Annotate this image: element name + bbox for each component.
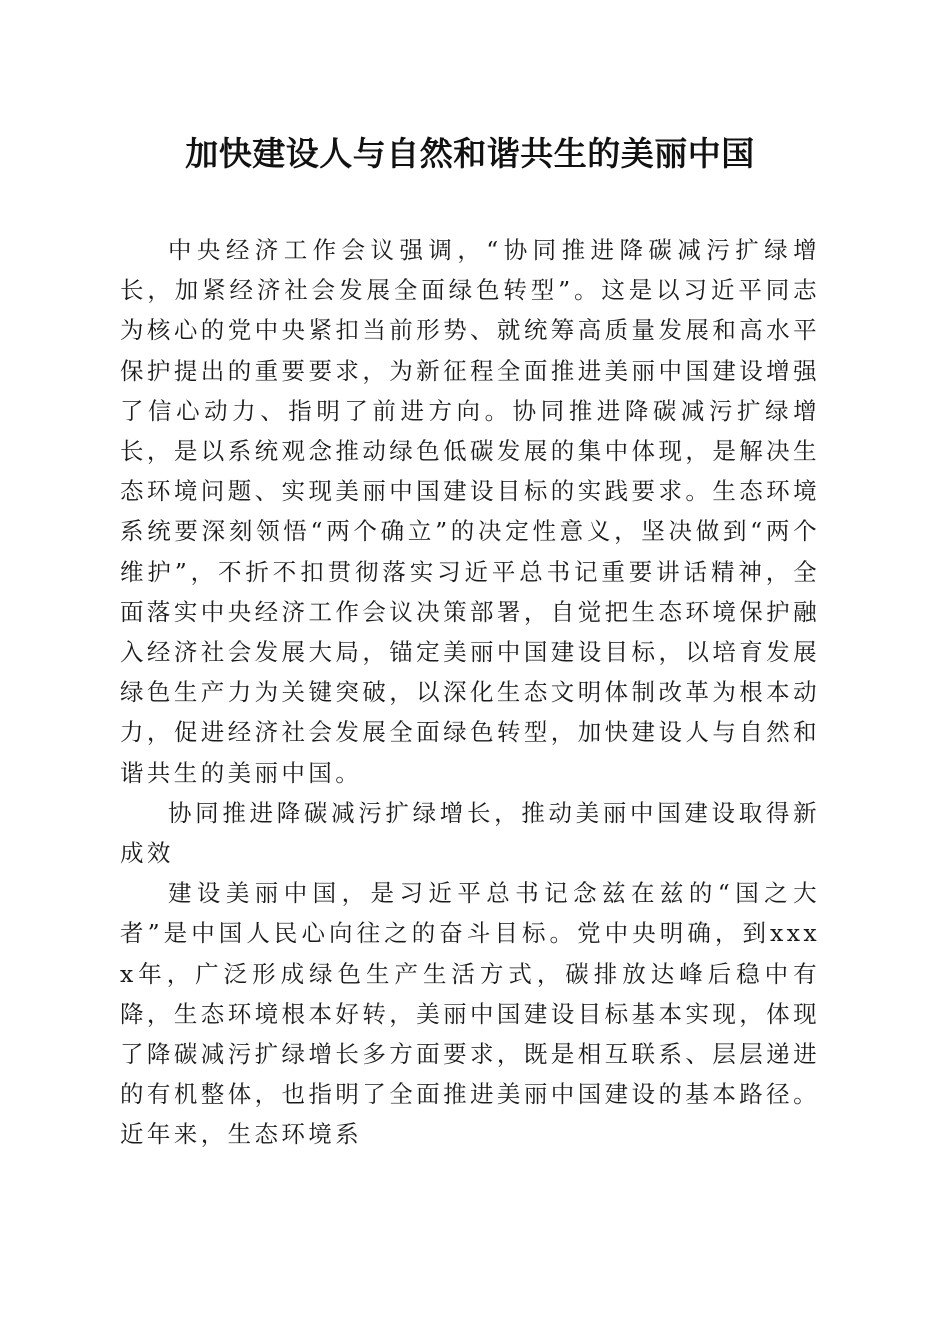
section-heading: 协同推进降碳减污扩绿增长，推动美丽中国建设取得新成效 (120, 798, 820, 868)
paragraph-intro: 中央经济工作会议强调，“协同推进降碳减污扩绿增长，加紧经济社会发展全面绿色转型”。这是以习近平同志为核心的党中央紧扣当前形势、就统筹高质量发展和高水平保护提出的重要要求，为新征程全面推进美丽中国建设增强了信心动力、指明了前进方向。协同推进降碳减污扩绿增长，是以系统观念推动绿色低碳发展的集中体现，是解决生态环境问题、实现美丽中国建设目标的实践要求。生态环境系统要深刻领悟“两个确立”的决定性意义，坚决做到“两个维护”，不折不扣贯彻落实习近平总书记重要讲话精神，全面落实中央经济工作会议决策部署，自觉把生态环境保护融入经济社会发展大局，锚定美丽中国建设目标，以培育发展绿色生产力为关键突破，以深化生态文明体制改革为根本动力，促进经济社会发展全面绿色转型，加快建设人与自然和谐共生的美丽中国。 (120, 236, 820, 787)
paragraph-section-1: 建设美丽中国，是习近平总书记念兹在兹的“国之大者”是中国人民心向往之的奋斗目标。党中央明确，到xxxx年，广泛形成绿色生产生活方式，碳排放达峰后稳中有降，生态环境根本好转，美丽中国建设目标基本实现，体现了降碳减污扩绿增长多方面要求，既是相互联系、层层递进的有机整体，也指明了全面推进美丽中国建设的基本路径。近年来，生态环境系 (120, 879, 820, 1149)
document-body (120, 230, 820, 1155)
document-title: 加快建设人与自然和谐共生的美丽中国 (185, 134, 755, 173)
